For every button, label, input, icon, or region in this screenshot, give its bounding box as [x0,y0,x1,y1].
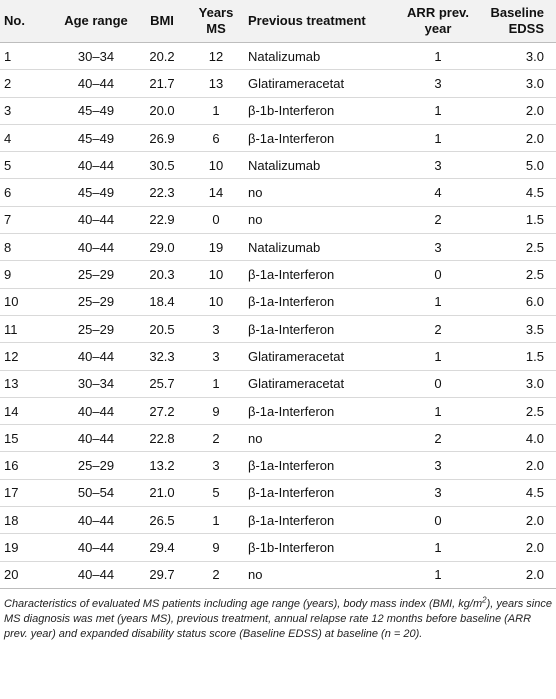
cell-years-ms: 10 [208,294,224,310]
cell-baseline-edss: 4.5 [525,485,544,501]
cell-years-ms: 1 [212,103,220,119]
cell-years-ms: 5 [212,485,220,501]
cell-years-ms: 3 [212,321,220,337]
table-row [0,397,556,424]
cell-arr-prev-year: 2 [434,430,442,446]
cell-arr-prev-year: 1 [434,48,442,64]
cell-age-range: 50–54 [77,485,115,501]
header-bmi: BMI [150,13,174,28]
cell-baseline-edss: 2.5 [525,267,544,283]
cell-bmi: 20.0 [149,103,175,119]
table-row [0,315,556,342]
cell-bmi: 26.9 [149,130,175,146]
cell-previous-treatment: β-1a-Interferon [248,294,335,310]
cell-no: 8 [4,239,12,255]
cell-bmi: 13.2 [149,458,175,474]
table-row [0,152,556,179]
caption-superscript: 2 [482,595,487,605]
cell-age-range: 25–29 [77,321,115,337]
cell-years-ms: 3 [212,348,220,364]
table-row [0,179,556,206]
table-row [0,534,556,561]
cell-no: 18 [4,512,19,528]
cell-baseline-edss: 2.0 [525,539,544,555]
table-row [0,561,556,588]
cell-arr-prev-year: 1 [434,403,442,419]
cell-arr-prev-year: 1 [434,130,442,146]
cell-no: 6 [4,185,12,201]
cell-baseline-edss: 3.0 [525,75,544,91]
cell-no: 12 [4,348,19,364]
cell-years-ms: 3 [212,458,220,474]
cell-arr-prev-year: 1 [434,567,442,583]
cell-years-ms: 13 [208,75,224,91]
cell-previous-treatment: no [248,567,263,583]
cell-years-ms: 10 [208,157,224,173]
table-row [0,452,556,479]
cell-no: 11 [4,321,18,337]
cell-no: 10 [4,294,19,310]
table-header-row [0,0,556,43]
cell-no: 16 [4,458,19,474]
header-no: No. [4,13,25,28]
cell-age-range: 40–44 [77,212,115,228]
cell-bmi: 25.7 [149,376,175,392]
caption-text-end: ), years since MS diagnosis was met (years MS), previous treatment, annual relapse rate 12 months before baseline (ARR prev. year) and expanded disability status score (Baseline EDSS) at baseline (n = 20). [4,597,552,640]
cell-arr-prev-year: 1 [434,103,442,119]
cell-baseline-edss: 3.5 [525,321,544,337]
cell-baseline-edss: 1.5 [525,212,544,228]
cell-baseline-edss: 4.0 [525,430,544,446]
table-body [0,43,556,589]
cell-previous-treatment: Natalizumab [248,239,321,255]
table-row [0,425,556,452]
cell-bmi: 27.2 [149,403,175,419]
cell-baseline-edss: 2.0 [525,103,544,119]
cell-baseline-edss: 2.5 [525,403,544,419]
header-age-range: Age range [64,13,128,28]
cell-years-ms: 0 [212,212,220,228]
cell-previous-treatment: β-1a-Interferon [248,403,335,419]
table-row [0,97,556,124]
cell-years-ms: 12 [208,48,224,64]
cell-age-range: 40–44 [77,348,115,364]
cell-no: 9 [4,267,12,283]
cell-no: 5 [4,157,12,173]
cell-previous-treatment: Glatirameracetat [248,75,345,91]
cell-previous-treatment: Glatirameracetat [248,376,345,392]
cell-arr-prev-year: 0 [434,376,442,392]
cell-bmi: 22.3 [149,185,175,201]
cell-no: 20 [4,567,19,583]
cell-age-range: 40–44 [77,512,115,528]
table-header [0,0,556,43]
cell-previous-treatment: no [248,430,263,446]
cell-age-range: 40–44 [77,403,115,419]
cell-bmi: 30.5 [149,157,175,173]
cell-no: 2 [4,75,12,91]
header-years-ms: Years MS [198,5,234,36]
cell-years-ms: 1 [212,512,220,528]
cell-arr-prev-year: 2 [434,321,442,337]
table-row [0,234,556,261]
cell-bmi: 20.2 [149,48,175,64]
cell-years-ms: 9 [212,403,220,419]
cell-years-ms: 1 [212,376,220,392]
cell-baseline-edss: 6.0 [525,294,544,310]
cell-no: 15 [4,430,19,446]
table-row [0,206,556,233]
cell-bmi: 22.8 [149,430,175,446]
cell-baseline-edss: 5.0 [525,157,544,173]
cell-years-ms: 14 [208,185,224,201]
cell-arr-prev-year: 1 [434,294,442,310]
table-row [0,261,556,288]
cell-arr-prev-year: 0 [434,267,442,283]
cell-arr-prev-year: 1 [434,348,442,364]
cell-baseline-edss: 4.5 [525,185,544,201]
header-baseline-edss: Baseline EDSS [490,5,544,36]
cell-previous-treatment: Natalizumab [248,157,321,173]
cell-previous-treatment: β-1a-Interferon [248,458,335,474]
cell-baseline-edss: 2.0 [525,512,544,528]
cell-bmi: 20.5 [149,321,175,337]
cell-arr-prev-year: 0 [434,512,442,528]
cell-previous-treatment: Glatirameracetat [248,348,345,364]
cell-no: 14 [4,403,19,419]
cell-age-range: 25–29 [77,458,115,474]
cell-age-range: 40–44 [77,567,115,583]
cell-age-range: 40–44 [77,430,115,446]
cell-age-range: 30–34 [77,376,115,392]
cell-arr-prev-year: 1 [434,539,442,555]
table-row [0,288,556,315]
cell-previous-treatment: no [248,185,263,201]
cell-previous-treatment: Natalizumab [248,48,321,64]
cell-bmi: 26.5 [149,512,175,528]
cell-bmi: 21.7 [149,75,175,91]
cell-arr-prev-year: 3 [434,239,442,255]
cell-previous-treatment: β-1a-Interferon [248,512,335,528]
cell-no: 7 [4,212,12,228]
cell-previous-treatment: β-1a-Interferon [248,130,335,146]
cell-previous-treatment: β-1a-Interferon [248,321,335,337]
cell-years-ms: 9 [212,539,220,555]
cell-bmi: 18.4 [149,294,175,310]
cell-baseline-edss: 2.5 [525,239,544,255]
cell-baseline-edss: 1.5 [525,348,544,364]
cell-previous-treatment: β-1a-Interferon [248,267,335,283]
cell-age-range: 45–49 [77,103,115,119]
cell-age-range: 45–49 [77,185,115,201]
cell-arr-prev-year: 3 [434,157,442,173]
cell-years-ms: 2 [212,430,220,446]
cell-baseline-edss: 3.0 [525,48,544,64]
cell-arr-prev-year: 3 [434,75,442,91]
table-caption [0,589,556,642]
table-row [0,479,556,506]
table-row [0,43,556,70]
cell-arr-prev-year: 3 [434,458,442,474]
cell-baseline-edss: 2.0 [525,458,544,474]
cell-age-range: 40–44 [77,157,115,173]
caption-text-start: Characteristics of evaluated MS patients including age range (years), body mass index (BMI, kg/m [4,597,483,610]
cell-previous-treatment: β-1a-Interferon [248,485,335,501]
cell-age-range: 30–34 [77,48,115,64]
cell-arr-prev-year: 2 [434,212,442,228]
table-row [0,70,556,97]
cell-baseline-edss: 3.0 [525,376,544,392]
cell-age-range: 45–49 [77,130,115,146]
cell-years-ms: 19 [208,239,224,255]
cell-bmi: 29.7 [149,567,175,583]
cell-no: 1 [4,48,12,64]
cell-age-range: 40–44 [77,539,115,555]
header-previous-treatment: Previous treatment [248,13,366,28]
cell-bmi: 32.3 [149,348,175,364]
cell-baseline-edss: 2.0 [525,130,544,146]
cell-age-range: 40–44 [77,75,115,91]
cell-no: 4 [4,130,12,146]
table-row [0,507,556,534]
cell-bmi: 29.0 [149,239,175,255]
cell-previous-treatment: no [248,212,263,228]
cell-bmi: 20.3 [149,267,175,283]
cell-no: 19 [4,539,19,555]
table-row [0,124,556,151]
cell-bmi: 29.4 [149,539,175,555]
cell-baseline-edss: 2.0 [525,567,544,583]
cell-no: 13 [4,376,19,392]
cell-years-ms: 10 [208,267,224,283]
cell-years-ms: 6 [212,130,220,146]
cell-age-range: 25–29 [77,267,115,283]
cell-previous-treatment: β-1b-Interferon [248,539,335,555]
table-row [0,370,556,397]
cell-bmi: 22.9 [149,212,175,228]
cell-arr-prev-year: 3 [434,485,442,501]
cell-bmi: 21.0 [149,485,175,501]
cell-years-ms: 2 [212,567,220,583]
cell-age-range: 25–29 [77,294,115,310]
header-arr-prev-year: ARR prev. year [407,5,469,36]
cell-arr-prev-year: 4 [434,185,442,201]
cell-previous-treatment: β-1b-Interferon [248,103,335,119]
table-row [0,343,556,370]
cell-age-range: 40–44 [77,239,115,255]
cell-no: 17 [4,485,19,501]
cell-no: 3 [4,103,12,119]
